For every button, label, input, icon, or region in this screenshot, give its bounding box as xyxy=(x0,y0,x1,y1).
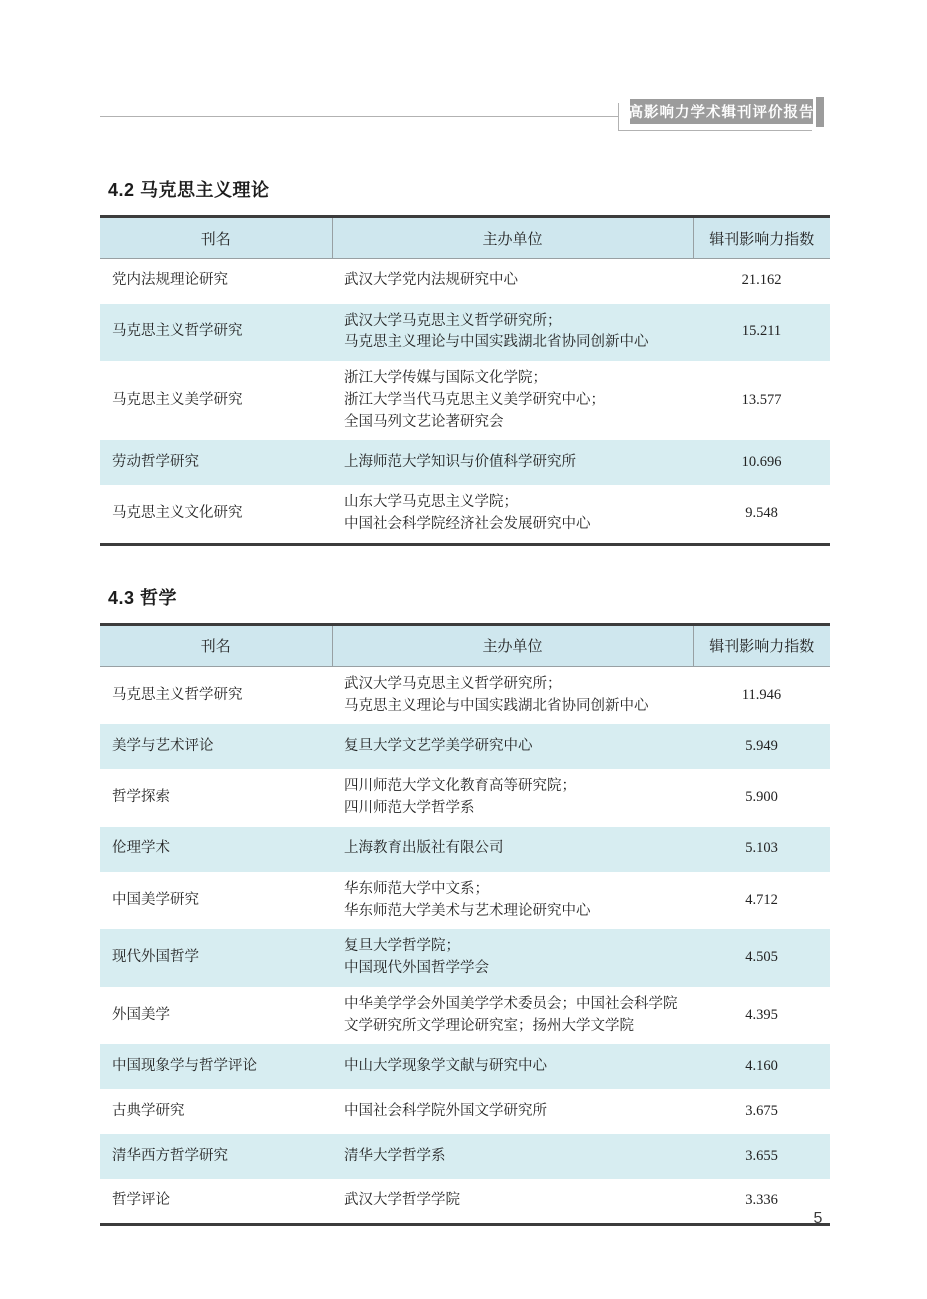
table-row xyxy=(100,1179,830,1224)
organizer-cell: 中山大学现象学文献与研究中心 xyxy=(344,1057,547,1074)
table-row xyxy=(100,485,830,544)
journal-name-cell: 马克思主义文化研究 xyxy=(112,505,243,522)
journal-name-cell: 外国美学 xyxy=(112,1006,170,1023)
section-marxism-theory xyxy=(100,176,830,546)
journal-name-cell: 古典学研究 xyxy=(112,1102,185,1119)
journal-name-cell: 马克思主义哲学研究 xyxy=(112,323,243,340)
table-row xyxy=(100,872,830,930)
table-header-row xyxy=(100,217,830,259)
organizer-cell: 清华大学哲学系 xyxy=(344,1147,446,1164)
table-row xyxy=(100,361,830,440)
journal-name-cell: 马克思主义哲学研究 xyxy=(112,686,243,703)
table-row xyxy=(100,304,830,362)
organizer-cell: 武汉大学党内法规研究中心 xyxy=(344,272,518,289)
journal-name-cell: 伦理学术 xyxy=(112,840,170,857)
influence-index-cell: 9.548 xyxy=(745,505,778,522)
table-header-row xyxy=(100,624,830,666)
influence-index-cell: 4.505 xyxy=(745,949,778,966)
table-row xyxy=(100,1089,830,1134)
column-header-journal: 刊名 xyxy=(100,624,332,666)
influence-index-cell: 3.675 xyxy=(745,1102,778,1119)
organizer-cell: 中华美学学会外国美学学术委员会；中国社会科学院 文学研究所文学理论研究室；扬州大学文学院 xyxy=(344,995,678,1034)
header-rule-line xyxy=(100,116,619,117)
journal-name-cell: 中国美学研究 xyxy=(112,891,199,908)
organizer-cell: 华东师范大学中文系； 华东师范大学美术与艺术理论研究中心 xyxy=(344,880,591,919)
column-header-journal: 刊名 xyxy=(100,217,332,259)
marxism-theory-table xyxy=(100,215,830,546)
organizer-cell: 中国社会科学院外国文学研究所 xyxy=(344,1102,547,1119)
journal-name-cell: 中国现象学与哲学评论 xyxy=(112,1057,257,1074)
section-philosophy xyxy=(100,584,830,1226)
organizer-cell: 武汉大学马克思主义哲学研究所； 马克思主义理论与中国实践湖北省协同创新中心 xyxy=(344,312,649,351)
journal-name-cell: 劳动哲学研究 xyxy=(112,453,199,470)
influence-index-cell: 10.696 xyxy=(741,453,782,470)
table-row xyxy=(100,724,830,769)
column-header-organizer: 主办单位 xyxy=(332,217,693,259)
banner-accent-bar xyxy=(816,97,824,127)
table-row xyxy=(100,259,830,304)
influence-index-cell: 4.712 xyxy=(745,891,778,908)
organizer-cell: 复旦大学哲学院； 中国现代外国哲学学会 xyxy=(344,938,489,976)
journal-name-cell: 美学与艺术评论 xyxy=(112,737,214,754)
organizer-cell: 上海师范大学知识与价值科学研究所 xyxy=(344,453,576,470)
influence-index-cell: 5.900 xyxy=(745,789,778,806)
table-row xyxy=(100,1044,830,1089)
journal-name-cell: 清华西方哲学研究 xyxy=(112,1147,228,1164)
journal-name-cell: 马克思主义美学研究 xyxy=(112,391,243,408)
page-content xyxy=(100,176,830,1226)
table-row xyxy=(100,1134,830,1179)
organizer-cell: 山东大学马克思主义学院； 中国社会科学院经济社会发展研究中心 xyxy=(344,494,591,532)
organizer-cell: 四川师范大学文化教育高等研究院； 四川师范大学哲学系 xyxy=(344,778,576,816)
philosophy-table xyxy=(100,623,830,1226)
column-header-influence-index: 辑刊影响力指数 xyxy=(693,217,830,259)
column-header-organizer: 主办单位 xyxy=(332,624,693,666)
influence-index-cell: 21.162 xyxy=(741,272,782,289)
section-heading: 4.3 哲学 xyxy=(108,587,178,608)
influence-index-cell: 4.160 xyxy=(745,1057,778,1074)
journal-name-cell: 哲学评论 xyxy=(112,1192,170,1209)
influence-index-cell: 5.949 xyxy=(745,737,778,754)
journal-name-cell: 党内法规理论研究 xyxy=(112,272,228,289)
organizer-cell: 浙江大学传媒与国际文化学院； 浙江大学当代马克思主义美学研究中心； 全国马列文艺论著研究会 xyxy=(344,370,605,430)
organizer-cell: 上海教育出版社有限公司 xyxy=(344,840,504,857)
influence-index-cell: 5.103 xyxy=(745,840,778,857)
influence-index-cell: 13.577 xyxy=(741,391,782,408)
table-row xyxy=(100,929,830,987)
table-row xyxy=(100,987,830,1045)
table-row xyxy=(100,440,830,485)
report-title: 高影响力学术辑刊评价报告 xyxy=(628,105,815,121)
organizer-cell: 武汉大学哲学学院 xyxy=(344,1192,460,1209)
table-row xyxy=(100,827,830,872)
column-header-influence-index: 辑刊影响力指数 xyxy=(693,624,830,666)
organizer-cell: 复旦大学文艺学美学研究中心 xyxy=(344,737,533,754)
journal-name-cell: 哲学探索 xyxy=(112,789,170,806)
influence-index-cell: 4.395 xyxy=(745,1006,778,1023)
table-row xyxy=(100,666,830,724)
page-number: 5 xyxy=(813,1210,823,1227)
influence-index-cell: 3.655 xyxy=(745,1147,778,1164)
report-title-banner xyxy=(630,99,813,124)
table-row xyxy=(100,769,830,827)
influence-index-cell: 11.946 xyxy=(741,686,782,703)
journal-name-cell: 现代外国哲学 xyxy=(112,949,199,966)
section-heading: 4.2 马克思主义理论 xyxy=(108,180,270,200)
organizer-cell: 武汉大学马克思主义哲学研究所； 马克思主义理论与中国实践湖北省协同创新中心 xyxy=(344,675,649,714)
influence-index-cell: 3.336 xyxy=(745,1192,778,1209)
influence-index-cell: 15.211 xyxy=(741,323,782,340)
